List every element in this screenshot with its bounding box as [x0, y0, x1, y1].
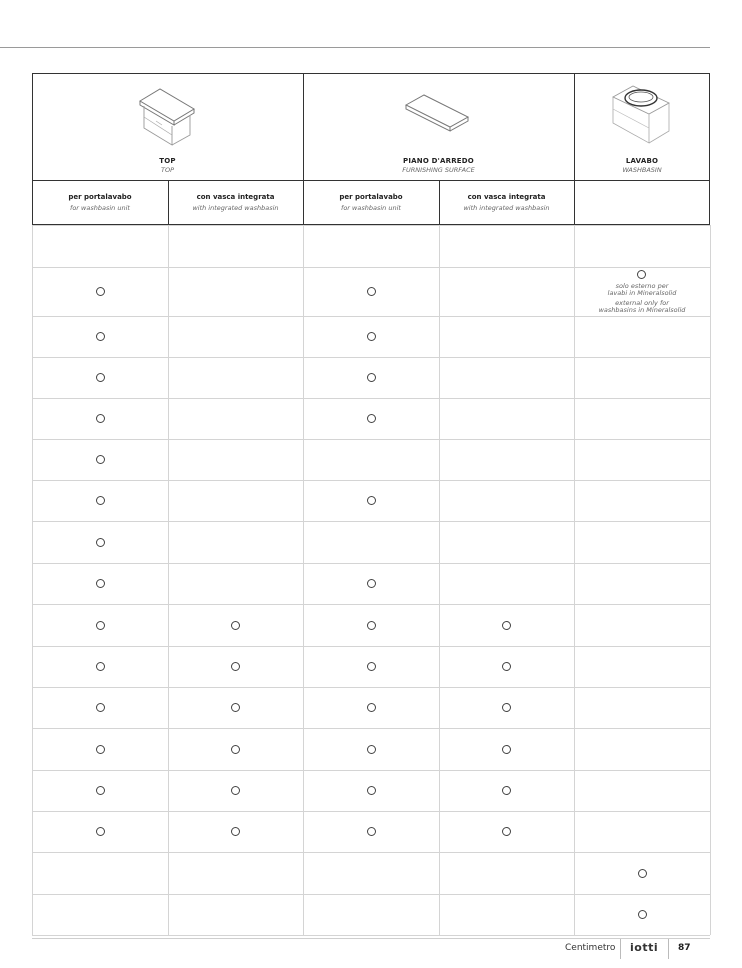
header-separator [439, 180, 440, 225]
availability-mark [96, 745, 105, 754]
row-divider [32, 852, 710, 853]
lavabo-note-it-2: lavabi in Mineralsolid [607, 289, 677, 297]
availability-mark [502, 745, 511, 754]
column-divider [32, 225, 33, 935]
availability-mark [367, 703, 376, 712]
availability-mark [96, 373, 105, 382]
availability-mark [367, 621, 376, 630]
subheader-title: per portalavabo [339, 193, 403, 201]
availability-mark [367, 414, 376, 423]
row-divider [32, 480, 710, 481]
row-divider [32, 811, 710, 812]
lavabo-note-en-1: external only for [615, 299, 669, 307]
page-number: 87 [678, 943, 691, 953]
availability-mark [367, 827, 376, 836]
availability-mark [367, 332, 376, 341]
row-divider [32, 398, 710, 399]
footer-rule [32, 938, 710, 939]
compatibility-table [32, 73, 710, 935]
availability-mark [96, 786, 105, 795]
availability-mark [367, 662, 376, 671]
subheader-subtitle: with integrated washbasin [192, 204, 279, 212]
availability-mark [96, 621, 105, 630]
header-separator [574, 73, 575, 225]
availability-mark [96, 827, 105, 836]
availability-mark [367, 579, 376, 588]
availability-mark [96, 579, 105, 588]
header-divider [32, 180, 710, 181]
availability-mark [502, 662, 511, 671]
lavabo-note-en-2: washbasins in Mineralsolid [598, 306, 686, 314]
availability-mark [96, 455, 105, 464]
availability-mark [502, 703, 511, 712]
availability-mark [231, 786, 240, 795]
subheader-title: con vasca integrata [467, 193, 546, 201]
availability-mark [96, 703, 105, 712]
furnishing-surface-illustration [402, 93, 472, 133]
top-rule [0, 47, 710, 48]
row-divider [32, 316, 710, 317]
row-divider [32, 687, 710, 688]
row-divider [32, 728, 710, 729]
availability-mark [502, 827, 511, 836]
column-subtitle-furnishing: FURNISHING SURFACE [402, 166, 475, 174]
row-divider [32, 439, 710, 440]
subheader-title: per portalavabo [68, 193, 132, 201]
row-divider [32, 770, 710, 771]
footer-separator [620, 939, 621, 959]
column-subtitle-washbasin: WASHBASIN [622, 166, 662, 174]
row-divider [32, 563, 710, 564]
row-divider [32, 267, 710, 268]
availability-mark [367, 496, 376, 505]
row-divider [32, 935, 710, 936]
availability-mark [231, 827, 240, 836]
footer-brand: Centimetro [565, 943, 616, 953]
subheader-subtitle: with integrated washbasin [463, 204, 550, 212]
column-title-top: TOP [159, 157, 176, 165]
row-divider [32, 225, 710, 226]
availability-mark [367, 786, 376, 795]
header-separator [303, 73, 304, 225]
subheader-title: con vasca integrata [196, 193, 275, 201]
availability-mark [96, 414, 105, 423]
footer-logo: iotti [630, 941, 659, 954]
row-divider [32, 604, 710, 605]
subheader-subtitle: for washbasin unit [341, 204, 401, 212]
availability-mark [231, 703, 240, 712]
availability-mark [231, 621, 240, 630]
availability-mark [96, 332, 105, 341]
availability-mark [96, 662, 105, 671]
header-separator [168, 180, 169, 225]
row-divider [32, 357, 710, 358]
column-title-furnishing: PIANO D'ARREDO [403, 157, 474, 165]
availability-mark [638, 910, 647, 919]
column-subtitle-top: TOP [160, 166, 174, 174]
availability-mark [96, 496, 105, 505]
availability-mark [367, 287, 376, 296]
column-title-washbasin: LAVABO [625, 157, 659, 165]
row-divider [32, 894, 710, 895]
column-divider [439, 225, 440, 935]
availability-mark [231, 662, 240, 671]
column-divider [574, 225, 575, 935]
column-divider [168, 225, 169, 935]
row-divider [32, 521, 710, 522]
subheader-subtitle: for washbasin unit [70, 204, 130, 212]
availability-mark [502, 621, 511, 630]
washbasin-illustration [607, 81, 677, 146]
availability-mark [502, 786, 511, 795]
footer-separator [668, 939, 669, 959]
availability-mark [231, 745, 240, 754]
column-divider [303, 225, 304, 935]
availability-mark [96, 287, 105, 296]
availability-mark [96, 538, 105, 547]
availability-mark [367, 745, 376, 754]
availability-mark [367, 373, 376, 382]
row-divider [32, 646, 710, 647]
availability-mark [637, 270, 646, 279]
availability-mark [638, 869, 647, 878]
lavabo-note-it-1: solo esterno per [615, 282, 669, 290]
top-vanity-illustration [132, 83, 202, 148]
column-divider [710, 225, 711, 935]
